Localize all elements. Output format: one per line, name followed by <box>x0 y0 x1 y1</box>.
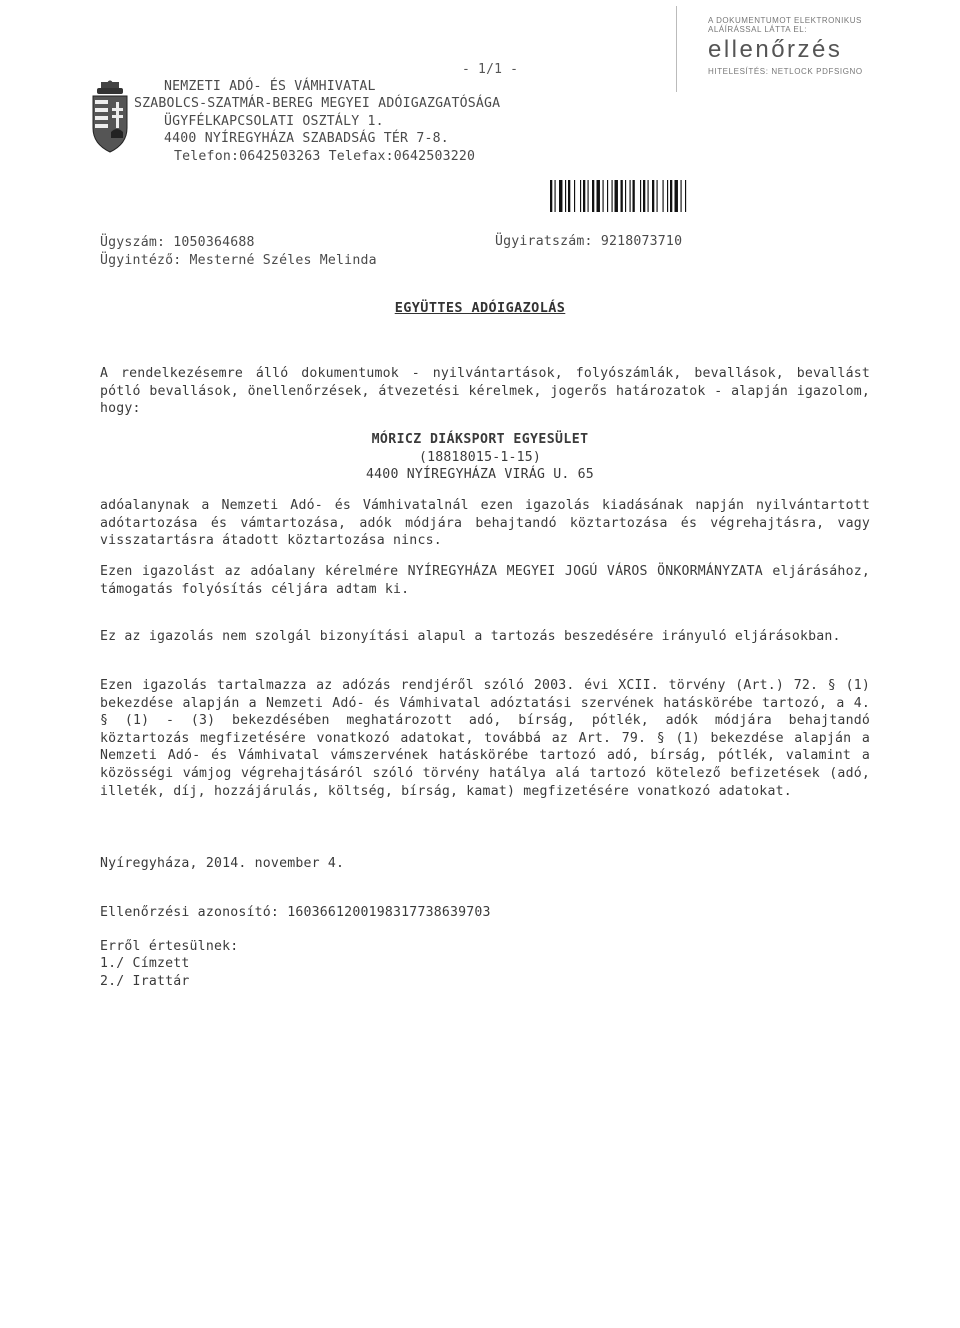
issuer-line: 4400 NYÍREGYHÁZA SZABADSÁG TÉR 7-8. <box>164 131 449 147</box>
signature-stamp <box>708 16 888 76</box>
barcode-bar <box>648 180 649 212</box>
case-number: Ügyszám: 1050364688 <box>100 235 255 250</box>
barcode-bar <box>670 180 672 212</box>
barcode-bar <box>550 180 552 212</box>
disclaimer-paragraph: Ez az igazolás nem szolgál bizonyítási alapul a tartozás beszedésére irányuló eljárásokban. <box>100 629 841 644</box>
statement-paragraph: adóalanynak a Nemzeti Adó- és Vámhivatalnál ezen igazolás kiadásának napján nyilvántartott adótartozása és vámtartozása, adók módjára behajtandó köztartozása és végrehajtásra, vagy visszatartásra átadott köztartozása nincs. <box>100 498 870 549</box>
notify-item: 1./ Címzett <box>100 956 190 972</box>
stamp-line: ALÁÍRÁSSAL LÁTTA EL: <box>708 25 807 34</box>
barcode-bar <box>681 180 682 212</box>
barcode-bar <box>652 180 654 212</box>
barcode-bar <box>657 180 658 212</box>
taxpayer-name: MÓRICZ DIÁKSPORT EGYESÜLET <box>371 432 589 447</box>
barcode-bar <box>685 180 686 212</box>
taxpayer-tax-id: (18818015-1-15) <box>418 449 542 465</box>
barcode-bar <box>565 180 566 212</box>
barcode-bar <box>615 180 618 212</box>
stamp-line: A DOKUMENTUMOT ELEKTRONIKUS <box>708 16 862 25</box>
barcode-bar <box>574 180 575 212</box>
barcode-bar <box>675 180 678 212</box>
barcode-bar <box>603 180 604 212</box>
issuer-line: NEMZETI ADÓ- ÉS VÁMHIVATAL <box>164 79 376 94</box>
issuer-line: ÜGYFÉLKAPCSOLATI OSZTÁLY 1. <box>164 113 384 129</box>
issuer-line: Telefon:0642503263 Telefax:0642503220 <box>174 148 476 164</box>
issuer-address-block <box>132 78 500 165</box>
barcode-bar <box>588 180 589 212</box>
barcode-bar <box>640 180 641 212</box>
notify-item: 2./ Irattár <box>100 973 190 989</box>
barcode-bar <box>612 180 613 212</box>
verification-id: Ellenőrzési azonosító: 160366120019831773863970З <box>100 905 491 920</box>
issuer-line: SZABOLCS-SZATMÁR-BEREG MEGYEI ADÓIGAZGATÓSÁGA <box>134 96 501 112</box>
barcode-bar <box>583 180 585 212</box>
barcode-bar <box>555 180 556 212</box>
barcode-bar <box>630 180 631 212</box>
barcode-bar <box>580 180 581 212</box>
barcode-bar <box>643 180 645 212</box>
barcode-bar <box>568 180 570 212</box>
barcode-bar <box>607 180 608 212</box>
intro-paragraph: A rendelkezésemre álló dokumentumok - nyilvántartások, folyószámlák, bevallások, bevallást pótló bevallások, önellenőrzések, átvezetési kérelmek, jogerős határozatok - alapján igazolom, hogy: <box>100 366 870 417</box>
legal-basis-paragraph: Ezen igazolás tartalmazza az adózás rendjéről szóló 2003. évi XCII. törvény (Art.) 72. § (1) bekezdése alapján a Nemzeti Adó- és Vámhivatal adóztatási szervének hatáskörébe tartozó, a 4. § (1) - (3) bekezdésében meghatározott adó, bírság, pótlék, adók módjára behajtandó köztartozás megfizetésére vonatkozó adatokat, továbbá az Art. 79. § (1) bekezdése alapján a Nemzeti Adó- és Vámhivatal vámszervének hatáskörébe tartozó adó, bírság, pótlék, valamint a közösségi vámjog végrehajtásáról szóló törvény hatálya alá tartozó kötelező befizetések (adó, illeték, díj, hozzájárulás, költség, bírság, kamat) megfizetésére vonatkozó adatokat. <box>100 678 870 799</box>
barcode-bar <box>667 180 668 212</box>
barcode-bar <box>597 180 600 212</box>
case-info <box>100 234 377 270</box>
taxpayer-address: 4400 NYÍREGYHÁZA VIRÁG U. 65 <box>366 467 594 483</box>
purpose-paragraph: Ezen igazolást az adóalany kérelmére NYÍREGYHÁZA MEGYEI JOGÚ VÁROS ÖNKORMÁNYZATA eljárásához, támogatás folyósítás céljára adtam ki. <box>100 564 870 597</box>
stamp-line: HITELESÍTÉS: NETLOCK PDFSIGNO <box>708 67 863 76</box>
stamp-divider <box>676 6 677 92</box>
file-number: Ügyiratszám: 9218073710 <box>495 234 683 249</box>
barcode-bar <box>663 180 664 212</box>
barcode-bar <box>559 180 562 212</box>
case-handler: Ügyintéző: Mesterné Széles Melinda <box>100 253 377 268</box>
page-number: - 1/1 - <box>462 62 519 77</box>
notify-heading: Erről értesülnek: <box>100 939 239 954</box>
stamp-word: ellenőrzés <box>708 36 843 63</box>
barcode-bar <box>633 180 635 212</box>
place-date: Nyíregyháza, 2014. november 4. <box>100 856 345 871</box>
notify-block <box>100 938 238 990</box>
taxpayer-block <box>0 431 960 484</box>
barcode-bar <box>625 180 626 212</box>
barcode-bar <box>621 180 623 212</box>
barcode-bar <box>592 180 594 212</box>
barcode <box>550 180 728 212</box>
document-title: EGYÜTTES ADÓIGAZOLÁS <box>394 300 566 316</box>
coat-of-arms-icon <box>87 80 133 156</box>
